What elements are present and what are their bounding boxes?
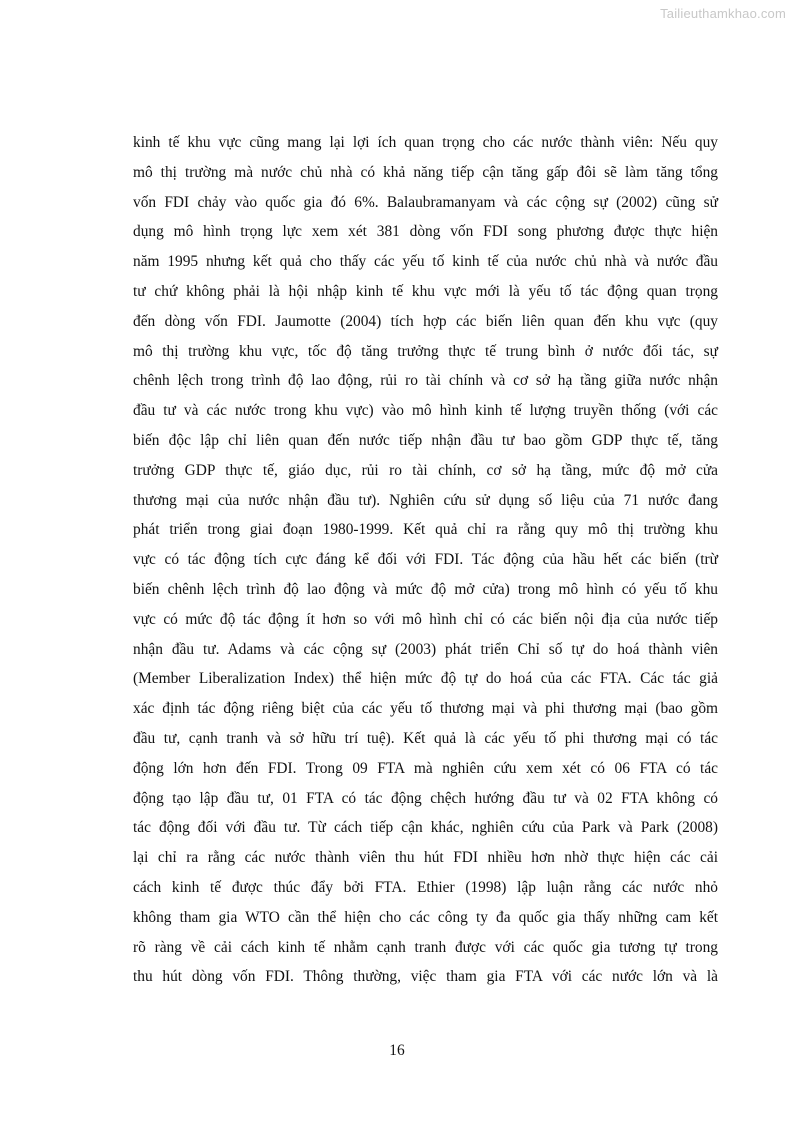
text-line: đầu tư và các nước trong khu vực) vào mô hình kinh tế lượng truyền thống (với các	[133, 402, 718, 420]
text-line: xác định tác động riêng biệt của các yếu tố thương mại và phi thương mại (bao gồm	[133, 700, 718, 718]
text-line: phát triển trong giai đoạn 1980-1999. Kết quả chỉ ra rằng quy mô thị trường khu	[133, 521, 718, 539]
page-number: 16	[389, 1042, 405, 1059]
text-line: rõ ràng về cải cách kinh tế nhằm cạnh tranh được với các quốc gia tương tự trong	[133, 938, 718, 956]
text-line: (Member Liberalization Index) thể hiện mức độ tự do hoá của các FTA. Các tác giả	[133, 670, 718, 688]
text-line: động lớn hơn đến FDI. Trong 09 FTA mà nghiên cứu xem xét có 06 FTA có tác	[133, 759, 718, 777]
text-line: mô thị trường mà nước chủ nhà có khả năng tiếp cận tăng gấp đôi sẽ làm tăng tổng	[133, 163, 718, 181]
watermark: Tailieuthamkhao.com	[660, 6, 786, 21]
text-line: biến độc lập chỉ liên quan đến nước tiếp nhận đầu tư bao gồm GDP thực tế, tăng	[133, 431, 718, 449]
text-line: năm 1995 nhưng kết quả cho thấy các yếu tố kinh tế của nước chủ nhà và nước đầu	[133, 253, 718, 271]
text-line: đầu tư, cạnh tranh và sở hữu trí tuệ). Kết quả là các yếu tố phi thương mại có tác	[133, 729, 718, 747]
text-line: đến dòng vốn FDI. Jaumotte (2004) tích hợp các biến liên quan đến khu vực (quy	[133, 312, 718, 330]
text-line: dụng mô hình trọng lực xem xét 381 dòng vốn FDI song phương được thực hiện	[133, 223, 718, 241]
text-line: biến chênh lệch trình độ lao động và mức độ mở cửa) trong mô hình có yếu tố khu	[133, 580, 718, 598]
text-line: vực có tác động tích cực đáng kể đối với FDI. Tác động của hầu hết các biến (trừ	[133, 551, 718, 569]
text-line: kinh tế khu vực cũng mang lại lợi ích quan trọng cho các nước thành viên: Nếu quy	[133, 134, 718, 151]
text-line: vực có mức độ tác động ít hơn so với mô hình chỉ có các biến nội địa của nước tiếp	[133, 610, 718, 628]
text-line: thương mại của nước nhận đầu tư). Nghiên cứu sử dụng số liệu của 71 nước đang	[133, 491, 718, 509]
text-line: trưởng GDP thực tế, giáo dục, rủi ro tài chính, cơ sở hạ tầng, mức độ mở cửa	[133, 461, 718, 479]
text-line: tư chứ không phải là hội nhập kinh tế khu vực mới là yếu tố tác động quan trọng	[133, 282, 718, 300]
text-line: cách kinh tế được thúc đẩy bởi FTA. Ethier (1998) lập luận rằng các nước nhỏ	[133, 878, 718, 896]
text-line: lại chỉ ra rằng các nước thành viên thu hút FDI nhiều hơn nhờ thực hiện các cải	[133, 849, 718, 867]
text-line: nhận đầu tư. Adams và các cộng sự (2003) phát triển Chỉ số tự do hoá thành viên	[133, 640, 718, 658]
body-paragraph	[133, 128, 718, 992]
text-line: vốn FDI chảy vào quốc gia đó 6%. Balaubramanyam và các cộng sự (2002) cũng sử	[133, 193, 718, 211]
text-line: tác động đối với đầu tư. Từ cách tiếp cận khác, nghiên cứu của Park và Park (2008)	[133, 819, 718, 837]
text-line: động tạo lập đầu tư, 01 FTA có tác động chệch hướng đầu tư và 02 FTA không có	[133, 789, 718, 807]
text-line: mô thị trường khu vực, tốc độ tăng trưởng thực tế trung bình ở nước đối tác, sự	[133, 342, 718, 360]
text-line: không tham gia WTO cần thể hiện cho các công ty đa quốc gia thấy những cam kết	[133, 908, 718, 926]
text-line: thu hút dòng vốn FDI. Thông thường, việc tham gia FTA với các nước lớn và là	[133, 968, 718, 986]
text-line: chênh lệch trong trình độ lao động, rủi ro tài chính và cơ sở hạ tầng giữa nước nhận	[133, 372, 718, 390]
